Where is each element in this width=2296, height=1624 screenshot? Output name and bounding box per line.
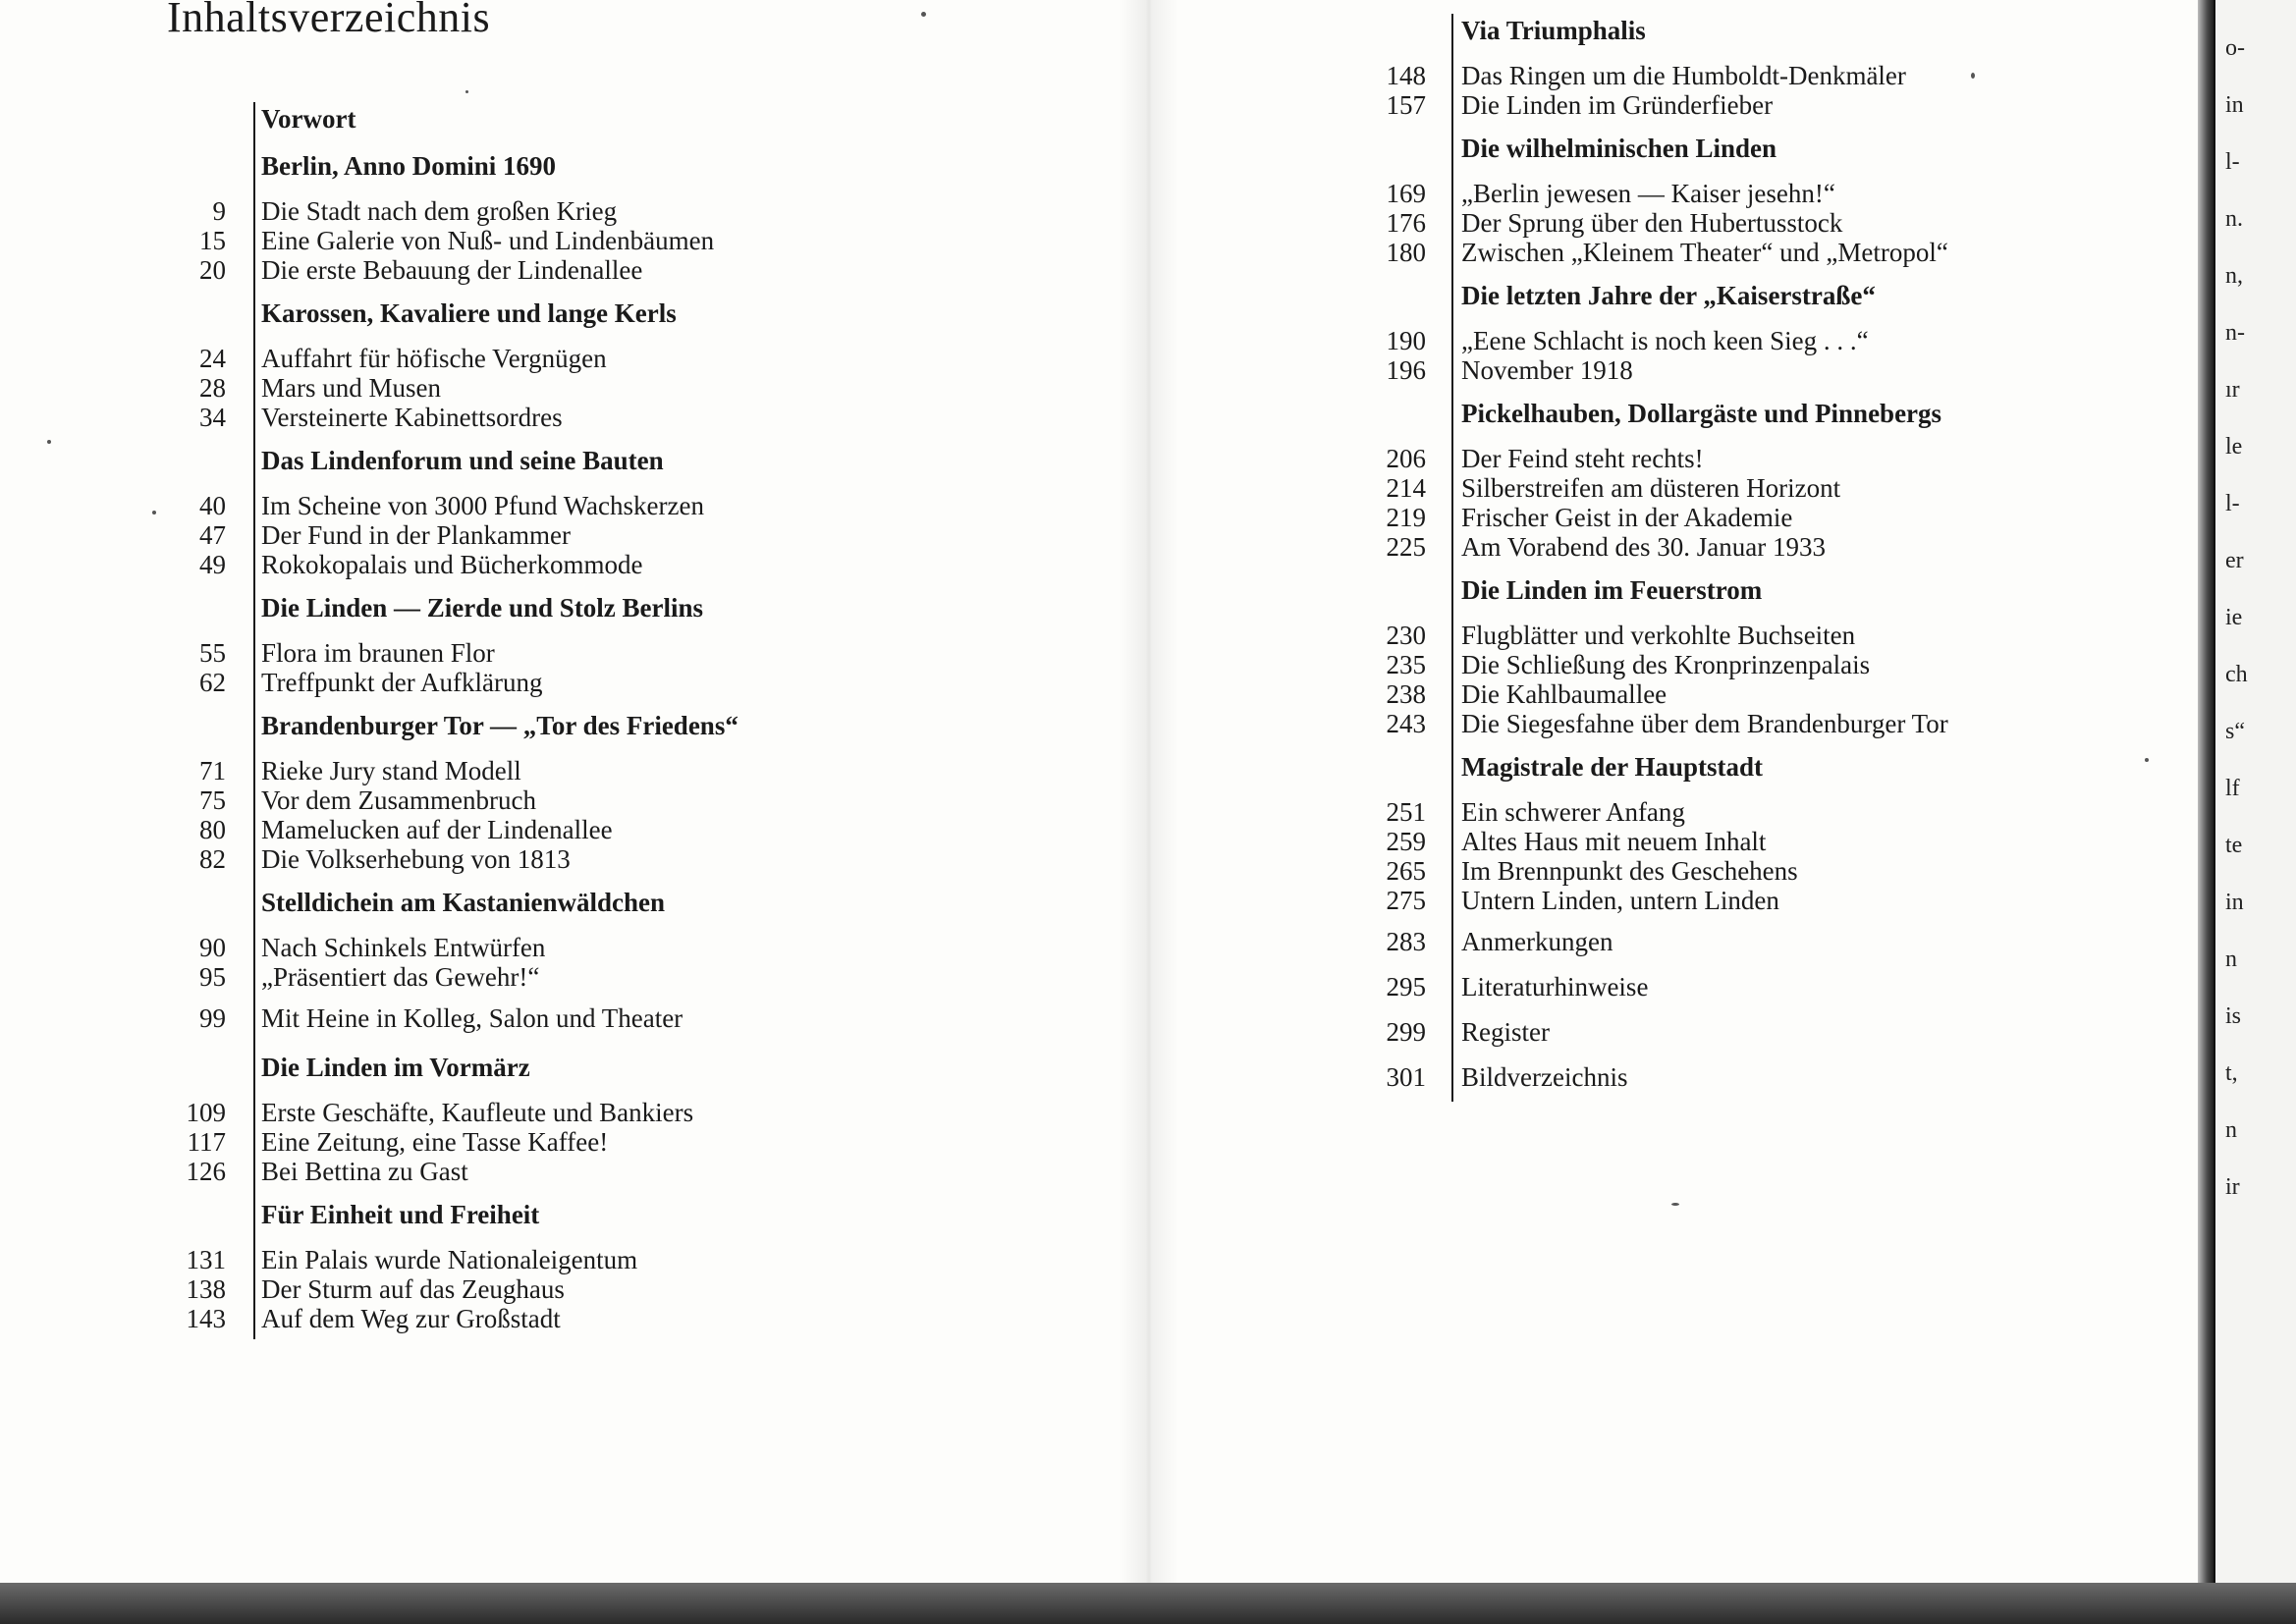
toc-page-number: 117 — [187, 1127, 226, 1157]
next-page-fragment: ır — [2225, 377, 2240, 403]
next-page-fragment: n, — [2225, 263, 2243, 289]
toc-entry — [1347, 503, 2094, 532]
toc-entry-title: Im Brennpunkt des Geschehens — [1461, 856, 1798, 886]
next-page-fragment: in — [2225, 92, 2244, 118]
toc-page-number: 126 — [186, 1157, 226, 1186]
toc-entry — [147, 962, 894, 992]
toc-entry — [1347, 208, 2094, 238]
toc-entry — [1347, 444, 2094, 473]
toc-page-number: 95 — [199, 962, 226, 992]
page-edge-shadow — [2198, 0, 2214, 1591]
paper-speck — [1971, 73, 1975, 79]
next-page-fragment: ch — [2225, 662, 2248, 687]
toc-entry — [1347, 856, 2094, 886]
toc-section-heading — [1347, 750, 2094, 784]
toc-page-number: 82 — [199, 844, 226, 874]
toc-page-number: 47 — [199, 520, 226, 550]
toc-entry — [1347, 827, 2094, 856]
toc-entry — [147, 550, 894, 579]
toc-entry-title: Die Linden im Gründerfieber — [1461, 90, 1774, 120]
toc-page-number: 49 — [199, 550, 226, 579]
toc-page-number: 28 — [199, 373, 226, 403]
paper-speck — [1671, 1203, 1679, 1206]
toc-page-number: 196 — [1386, 355, 1426, 385]
toc-entry-title: Die Schließung des Kronprinzenpalais — [1461, 650, 1871, 679]
next-page-fragment: t, — [2225, 1060, 2238, 1086]
toc-page-number: 138 — [186, 1274, 226, 1304]
toc-section-heading — [1347, 1062, 2094, 1096]
next-page-fragment: er — [2225, 548, 2244, 573]
toc-entry — [147, 638, 894, 668]
toc-section-heading — [147, 886, 894, 919]
toc-page-number: 206 — [1386, 444, 1426, 473]
toc-page-number: 99 — [199, 1003, 226, 1033]
toc-entry-title: Untern Linden, untern Linden — [1461, 886, 1779, 915]
toc-entry — [147, 373, 894, 403]
toc-entry — [1347, 326, 2094, 355]
next-page-fragment: le — [2225, 434, 2243, 460]
toc-page-number: 295 — [1386, 972, 1426, 1001]
toc-page-number: 176 — [1386, 208, 1426, 238]
toc-entry-title: Der Sprung über den Hubertusstock — [1461, 208, 1843, 238]
toc-entry-title: Via Triumphalis — [1461, 16, 1646, 45]
toc-entry-title: Eine Zeitung, eine Tasse Kaffee! — [261, 1127, 609, 1157]
toc-entry — [1347, 90, 2094, 120]
toc-entry — [1347, 797, 2094, 827]
toc-entry-title: Flora im braunen Flor — [261, 638, 495, 668]
toc-entry-title: „Eene Schlacht is noch keen Sieg . . .“ — [1461, 326, 1869, 355]
toc-page-number: 62 — [199, 668, 226, 697]
next-page-fragment: te — [2225, 833, 2243, 858]
toc-entry-title: Versteinerte Kabinettsordres — [261, 403, 563, 432]
next-page-fragment: lf — [2225, 776, 2240, 801]
toc-entry-title: Am Vorabend des 30. Januar 1933 — [1461, 532, 1826, 562]
toc-entry-title: Auf dem Weg zur Großstadt — [261, 1304, 561, 1333]
toc-page-number: 109 — [186, 1098, 226, 1127]
toc-page-number: 40 — [199, 491, 226, 520]
toc-section-heading — [147, 102, 894, 135]
toc-section-heading — [1347, 573, 2094, 607]
toc-entry-title: Stelldichein am Kastanienwäldchen — [261, 888, 666, 917]
toc-entry-title: Die Volkserhebung von 1813 — [261, 844, 571, 874]
toc-entry — [147, 1098, 894, 1127]
toc-page-number: 148 — [1386, 61, 1426, 90]
toc-entry — [147, 1245, 894, 1274]
next-page-fragment: ie — [2225, 605, 2243, 630]
toc-entry — [1347, 61, 2094, 90]
next-page-fragment: s“ — [2225, 719, 2245, 744]
toc-page-number: 20 — [199, 255, 226, 285]
toc-entry-title: Für Einheit und Freiheit — [261, 1200, 540, 1229]
toc-entry-title: Zwischen „Kleinem Theater“ und „Metropol“ — [1461, 238, 1948, 267]
toc-entry — [1347, 179, 2094, 208]
toc-entry — [147, 785, 894, 815]
toc-entry-title: Karossen, Kavaliere und lange Kerls — [261, 298, 677, 328]
toc-entry-title: Die Linden — Zierde und Stolz Berlins — [261, 593, 704, 623]
next-page-fragment: ir — [2225, 1174, 2240, 1200]
toc-entry-title: Die letzten Jahre der „Kaiserstraße“ — [1461, 281, 1876, 310]
toc-page-number: 219 — [1386, 503, 1426, 532]
toc-entry-title: Silberstreifen am düsteren Horizont — [1461, 473, 1841, 503]
toc-entry — [1347, 886, 2094, 915]
toc-page-number: 214 — [1386, 473, 1426, 503]
toc-entry-title: Eine Galerie von Nuß- und Lindenbäumen — [261, 226, 715, 255]
toc-entry-title: „Präsentiert das Gewehr!“ — [261, 962, 540, 992]
toc-page-number: 238 — [1386, 679, 1426, 709]
toc-section-heading — [147, 444, 894, 477]
page-title: Inhaltsverzeichnis — [167, 0, 491, 41]
toc-entry — [147, 815, 894, 844]
toc-page-number: 225 — [1386, 532, 1426, 562]
toc-page-number: 275 — [1386, 886, 1426, 915]
toc-section-heading — [1347, 927, 2094, 960]
toc-page-number: 190 — [1386, 326, 1426, 355]
toc-entry-title: Treffpunkt der Aufklärung — [261, 668, 543, 697]
next-page-fragment: o- — [2225, 35, 2245, 61]
toc-page-number: 80 — [199, 815, 226, 844]
toc-entry — [147, 1304, 894, 1333]
toc-page-number: 131 — [186, 1245, 226, 1274]
toc-left-column — [147, 102, 894, 1333]
toc-entry-title: Frischer Geist in der Akademie — [1461, 503, 1793, 532]
toc-entry — [1347, 532, 2094, 562]
toc-page-number: 55 — [199, 638, 226, 668]
next-page-fragment: n. — [2225, 206, 2243, 232]
toc-section-heading — [1347, 279, 2094, 312]
toc-entry-title: Der Fund in der Plankammer — [261, 520, 571, 550]
toc-entry-title: Der Sturm auf das Zeughaus — [261, 1274, 565, 1304]
toc-entry — [147, 844, 894, 874]
toc-entry — [1347, 355, 2094, 385]
toc-page-number: 230 — [1386, 621, 1426, 650]
toc-page-number: 251 — [1386, 797, 1426, 827]
toc-entry — [147, 1157, 894, 1186]
toc-entry-title: Nach Schinkels Entwürfen — [261, 933, 546, 962]
toc-entry-title: Der Feind steht rechts! — [1461, 444, 1704, 473]
toc-right-column — [1347, 14, 2094, 1108]
next-page-fragment: l- — [2225, 491, 2240, 516]
toc-entry — [1347, 238, 2094, 267]
toc-page-number: 71 — [199, 756, 226, 785]
toc-section-heading — [1347, 132, 2094, 165]
paper-speck — [152, 511, 156, 514]
toc-entry-title: November 1918 — [1461, 355, 1633, 385]
toc-page-number: 243 — [1386, 709, 1426, 738]
toc-entry — [1347, 650, 2094, 679]
toc-entry-title: Magistrale der Hauptstadt — [1461, 752, 1763, 782]
paper-speck — [2145, 758, 2149, 762]
toc-left-rows — [147, 102, 894, 1333]
toc-page-number: 283 — [1386, 927, 1426, 956]
toc-section-heading — [1347, 14, 2094, 47]
toc-entry-title: Flugblätter und verkohlte Buchseiten — [1461, 621, 1856, 650]
toc-page-number: 143 — [186, 1304, 226, 1333]
toc-section-heading — [147, 1003, 894, 1037]
toc-entry-title: Die Kahlbaumallee — [1461, 679, 1667, 709]
toc-entry-title: Mit Heine in Kolleg, Salon und Theater — [261, 1003, 683, 1033]
paper-speck — [921, 12, 926, 17]
toc-entry-title: Altes Haus mit neuem Inhalt — [1461, 827, 1767, 856]
toc-entry — [147, 226, 894, 255]
paper-speck — [465, 90, 468, 93]
toc-page-number: 34 — [199, 403, 226, 432]
toc-page-number: 259 — [1386, 827, 1426, 856]
toc-page-number: 24 — [199, 344, 226, 373]
toc-entry-title: Im Scheine von 3000 Pfund Wachskerzen — [261, 491, 704, 520]
toc-page-number: 265 — [1386, 856, 1426, 886]
toc-entry-title: Pickelhauben, Dollargäste und Pinnebergs — [1461, 399, 1942, 428]
toc-entry-title: Anmerkungen — [1461, 927, 1613, 956]
toc-section-heading — [147, 149, 894, 183]
toc-entry — [147, 255, 894, 285]
toc-entry-title: Bildverzeichnis — [1461, 1062, 1628, 1092]
toc-entry-title: Bei Bettina zu Gast — [261, 1157, 468, 1186]
toc-section-heading — [147, 297, 894, 330]
toc-page-number: 235 — [1386, 650, 1426, 679]
toc-page-number: 75 — [199, 785, 226, 815]
toc-page-number: 301 — [1386, 1062, 1426, 1092]
toc-entry — [147, 491, 894, 520]
toc-entry-title: Rokokopalais und Bücherkommode — [261, 550, 643, 579]
toc-entry-title: Die Linden im Feuerstrom — [1461, 575, 1763, 605]
toc-entry-title: Vorwort — [261, 104, 356, 134]
toc-entry-title: Die Siegesfahne über dem Brandenburger Tor — [1461, 709, 1948, 738]
toc-entry-title: Rieke Jury stand Modell — [261, 756, 521, 785]
toc-entry — [147, 344, 894, 373]
toc-entry-title: Auffahrt für höfische Vergnügen — [261, 344, 607, 373]
toc-entry — [147, 668, 894, 697]
toc-page-number: 15 — [199, 226, 226, 255]
toc-entry — [1347, 709, 2094, 738]
toc-page-number: 157 — [1386, 90, 1426, 120]
paper-speck — [47, 440, 51, 444]
toc-entry — [1347, 679, 2094, 709]
toc-entry-title: Berlin, Anno Domini 1690 — [261, 151, 557, 181]
toc-entry-title: Ein Palais wurde Nationaleigentum — [261, 1245, 638, 1274]
toc-page-number: 90 — [199, 933, 226, 962]
toc-entry-title: Erste Geschäfte, Kaufleute und Bankiers — [261, 1098, 694, 1127]
toc-entry-title: Die erste Bebauung der Lindenallee — [261, 255, 643, 285]
toc-entry-title: Brandenburger Tor — „Tor des Friedens“ — [261, 711, 738, 740]
toc-section-heading — [147, 591, 894, 624]
next-page-edge — [2214, 0, 2296, 1591]
next-page-fragment: is — [2225, 1003, 2242, 1029]
toc-entry-title: „Berlin jewesen — Kaiser jesehn!“ — [1461, 179, 1835, 208]
scan-bottom-edge — [0, 1583, 2296, 1624]
toc-right-rows — [1347, 14, 2094, 1096]
toc-entry — [1347, 473, 2094, 503]
toc-entry — [147, 196, 894, 226]
toc-entry — [147, 933, 894, 962]
toc-entry — [1347, 621, 2094, 650]
toc-page-number: 169 — [1386, 179, 1426, 208]
toc-entry-title: Ein schwerer Anfang — [1461, 797, 1685, 827]
toc-section-heading — [1347, 972, 2094, 1005]
toc-entry-title: Mars und Musen — [261, 373, 441, 403]
next-page-fragment: n — [2225, 1117, 2237, 1143]
toc-entry-title: Register — [1461, 1017, 1550, 1047]
toc-entry-title: Die wilhelminischen Linden — [1461, 134, 1777, 163]
toc-entry-title: Mamelucken auf der Lindenallee — [261, 815, 613, 844]
next-page-fragment: n- — [2225, 320, 2245, 346]
toc-entry-title: Die Stadt nach dem großen Krieg — [261, 196, 618, 226]
toc-entry-title: Literaturhinweise — [1461, 972, 1649, 1001]
toc-section-heading — [147, 1051, 894, 1084]
toc-entry-title: Das Lindenforum und seine Bauten — [261, 446, 664, 475]
toc-entry-title: Vor dem Zusammenbruch — [261, 785, 536, 815]
toc-entry — [147, 1127, 894, 1157]
toc-page-number: 9 — [212, 196, 226, 226]
toc-section-heading — [1347, 1017, 2094, 1051]
next-page-fragment: l- — [2225, 149, 2240, 175]
toc-section-heading — [1347, 397, 2094, 430]
toc-entry-title: Das Ringen um die Humboldt-Denkmäler — [1461, 61, 1906, 90]
toc-section-heading — [147, 709, 894, 742]
next-page-fragment: in — [2225, 890, 2244, 915]
toc-entry-title: Die Linden im Vormärz — [261, 1053, 530, 1082]
toc-page-number: 180 — [1386, 238, 1426, 267]
toc-entry — [147, 520, 894, 550]
toc-entry — [147, 403, 894, 432]
book-gutter — [1120, 0, 1178, 1591]
toc-entry — [147, 756, 894, 785]
next-page-fragment: n — [2225, 947, 2237, 972]
toc-section-heading — [147, 1198, 894, 1231]
toc-page-number: 299 — [1386, 1017, 1426, 1047]
toc-entry — [147, 1274, 894, 1304]
